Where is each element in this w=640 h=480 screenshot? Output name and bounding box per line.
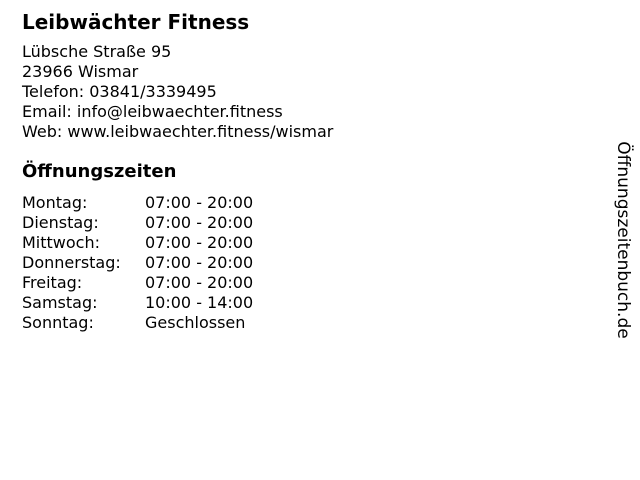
phone-line: Telefon: 03841/3339495 <box>22 82 217 101</box>
time-value: 10:00 - 14:00 <box>145 293 254 312</box>
hours-row-monday <box>22 193 253 213</box>
opening-hours-table <box>22 193 253 333</box>
hours-row-thursday <box>22 253 253 273</box>
time-value: Geschlossen <box>145 313 246 332</box>
hours-row-sunday <box>22 313 253 333</box>
day-label: Mittwoch: <box>22 233 100 252</box>
address-city-line: 23966 Wismar <box>22 62 139 81</box>
day-label: Donnerstag: <box>22 253 121 272</box>
hours-row-friday <box>22 273 253 293</box>
address-street-line: Lübsche Straße 95 <box>22 42 172 61</box>
time-value: 07:00 - 20:00 <box>145 273 254 292</box>
email-line: Email: info@leibwaechter.fitness <box>22 102 283 121</box>
day-label: Montag: <box>22 193 88 212</box>
page-title: Leibwächter Fitness <box>22 10 250 34</box>
time-value: 07:00 - 20:00 <box>145 193 254 212</box>
day-label: Sonntag: <box>22 313 94 332</box>
hours-row-wednesday <box>22 233 253 253</box>
contact-info <box>22 42 333 142</box>
watermark-vertical-text: Öffnungszeitenbuch.de <box>613 141 633 339</box>
opening-hours-heading: Öffnungszeiten <box>22 161 177 182</box>
time-value: 07:00 - 20:00 <box>145 233 254 252</box>
hours-row-saturday <box>22 293 253 313</box>
day-label: Freitag: <box>22 273 83 292</box>
time-value: 07:00 - 20:00 <box>145 253 254 272</box>
day-label: Dienstag: <box>22 213 99 232</box>
day-label: Samstag: <box>22 293 98 312</box>
hours-row-tuesday <box>22 213 253 233</box>
web-line: Web: www.leibwaechter.fitness/wismar <box>22 122 334 141</box>
time-value: 07:00 - 20:00 <box>145 213 254 232</box>
